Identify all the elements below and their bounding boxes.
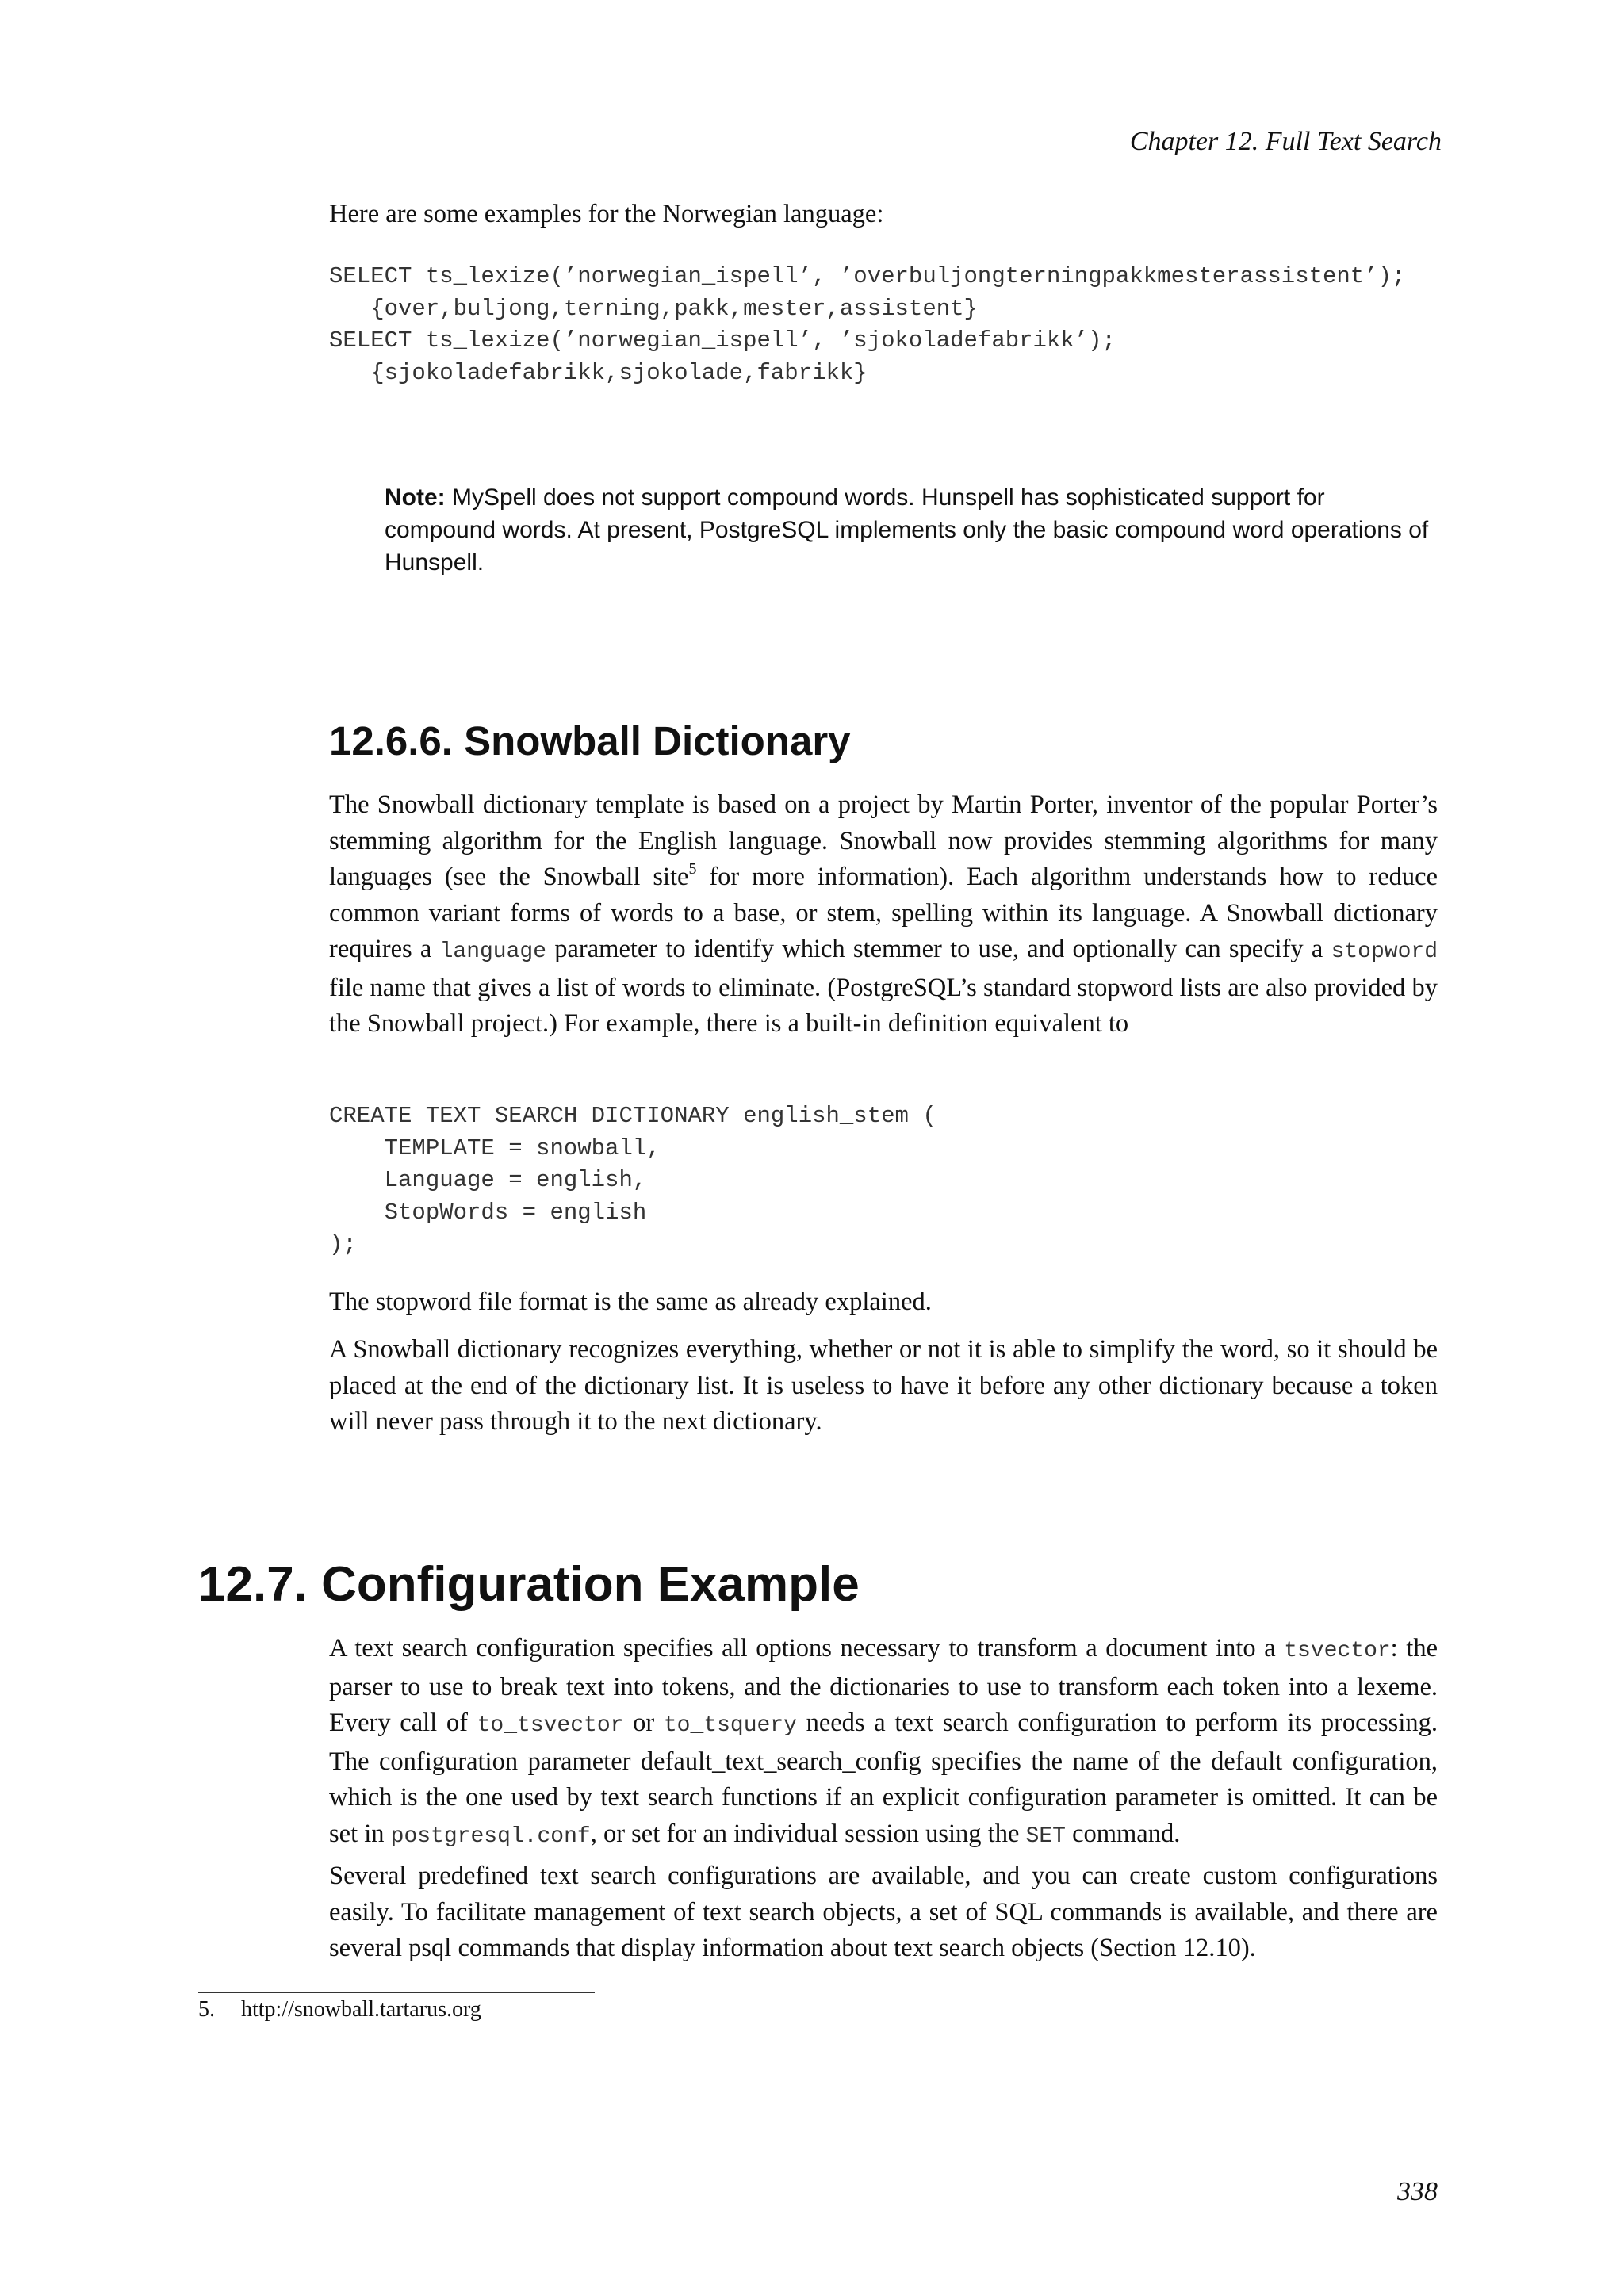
note-text: MySpell does not support compound words. Hunspell has sophisticated support for compound words. At present, PostgreSQL implements only the basic compound word operations of Hunspell.: [385, 484, 1429, 576]
inline-code-set: SET: [1025, 1823, 1066, 1849]
section-heading-configuration: 12.7. Configuration Example: [198, 1557, 860, 1612]
text-run: A text search configuration specifies all options necessary to transform a document into a: [329, 1634, 1285, 1663]
text-run: or: [623, 1709, 664, 1737]
config-paragraph-1: [329, 1631, 1438, 1854]
text-run: needs a text search configuration to perform its processing. The configuration parameter default_text_search_config specifies the name of the default configuration, which is the one used by text search functions if an explicit configuration parameter is omitted. It can be set in: [329, 1709, 1438, 1848]
inline-code-tsvector: tsvector: [1284, 1639, 1391, 1663]
config-paragraph-2: Several predefined text search configurations are available, and you can create custom configurations easily. To facilitate management of text search objects, a set of SQL commands is available, and there are several psql commands that display information about text search objects (Section 12.10).: [329, 1862, 1438, 1962]
text-run: for more information). Each algorithm understands how to reduce common variant forms of words to a base, or stem, spelling within its language. A Snowball dictionary requires a: [329, 863, 1438, 963]
text-run: , or set for an individual session using the: [590, 1819, 1026, 1848]
code-block-norwegian: SELECT ts_lexize(’norwegian_ispell’, ’overbuljongterningpakkmesterassistent’); {over,buljong,terning,pakk,mester,assistent} SELECT ts_lexize(’norwegian_ispell’, ’sjokoladefabrikk’); {sjokoladefabrikk,sjokolade,fabrikk}: [329, 263, 1406, 386]
footnote-number: 5.: [198, 1997, 215, 2022]
snowball-paragraph-3: A Snowball dictionary recognizes everything, whether or not it is able to simplify the word, so it should be placed at the end of the dictionary list. It is useless to have it before any other dictionary because a token will never pass through it to the next dictionary.: [329, 1335, 1438, 1436]
text-run: command.: [1065, 1819, 1181, 1848]
inline-code-language: language: [439, 939, 547, 964]
footnote-link[interactable]: http://snowball.tartarus.org: [241, 1997, 481, 2022]
snowball-paragraph-1: [329, 787, 1438, 1043]
inline-code-stopword: stopword: [1331, 939, 1438, 964]
intro-paragraph: Here are some examples for the Norwegian language:: [329, 200, 884, 228]
note-box: [385, 481, 1438, 579]
code-block-create-dictionary: CREATE TEXT SEARCH DICTIONARY english_stem ( TEMPLATE = snowball, Language = english, StopWords = english );: [329, 1103, 936, 1257]
inline-code-to-tsvector: to_tsvector: [477, 1713, 624, 1738]
text-run: : the parser to use to break text into tokens, and the dictionaries to use to transform each token into a lexeme. Every call of: [329, 1634, 1438, 1737]
text-run: file name that gives a list of words to eliminate. (PostgreSQL’s standard stopword lists are also provided by the Snowball project.) For example, there is a built-in definition equivalent to: [329, 973, 1438, 1038]
note-label: Note:: [385, 484, 446, 511]
inline-code-to-tsquery: to_tsquery: [663, 1713, 797, 1738]
snowball-paragraph-2: The stopword file format is the same as already explained.: [329, 1288, 932, 1316]
footnote-ref: 5: [688, 860, 697, 878]
text-run: parameter to identify which stemmer to use, and optionally can specify a: [546, 935, 1331, 963]
footnote-divider: [198, 1992, 595, 1993]
footnote: [198, 1994, 481, 2026]
text-run: The Snowball dictionary template is based on a project by Martin Porter, inventor of the popular Porter’s stemming algorithm for the English language. Snowball now provides stemming algorithms for many languages (see the Snowball site: [329, 790, 1438, 891]
section-heading-snowball: 12.6.6. Snowball Dictionary: [329, 718, 851, 763]
page-number: 338: [1397, 2177, 1438, 2206]
running-header: Chapter 12. Full Text Search: [1129, 127, 1442, 156]
inline-code-postgresql-conf: postgresql.conf: [390, 1823, 591, 1849]
